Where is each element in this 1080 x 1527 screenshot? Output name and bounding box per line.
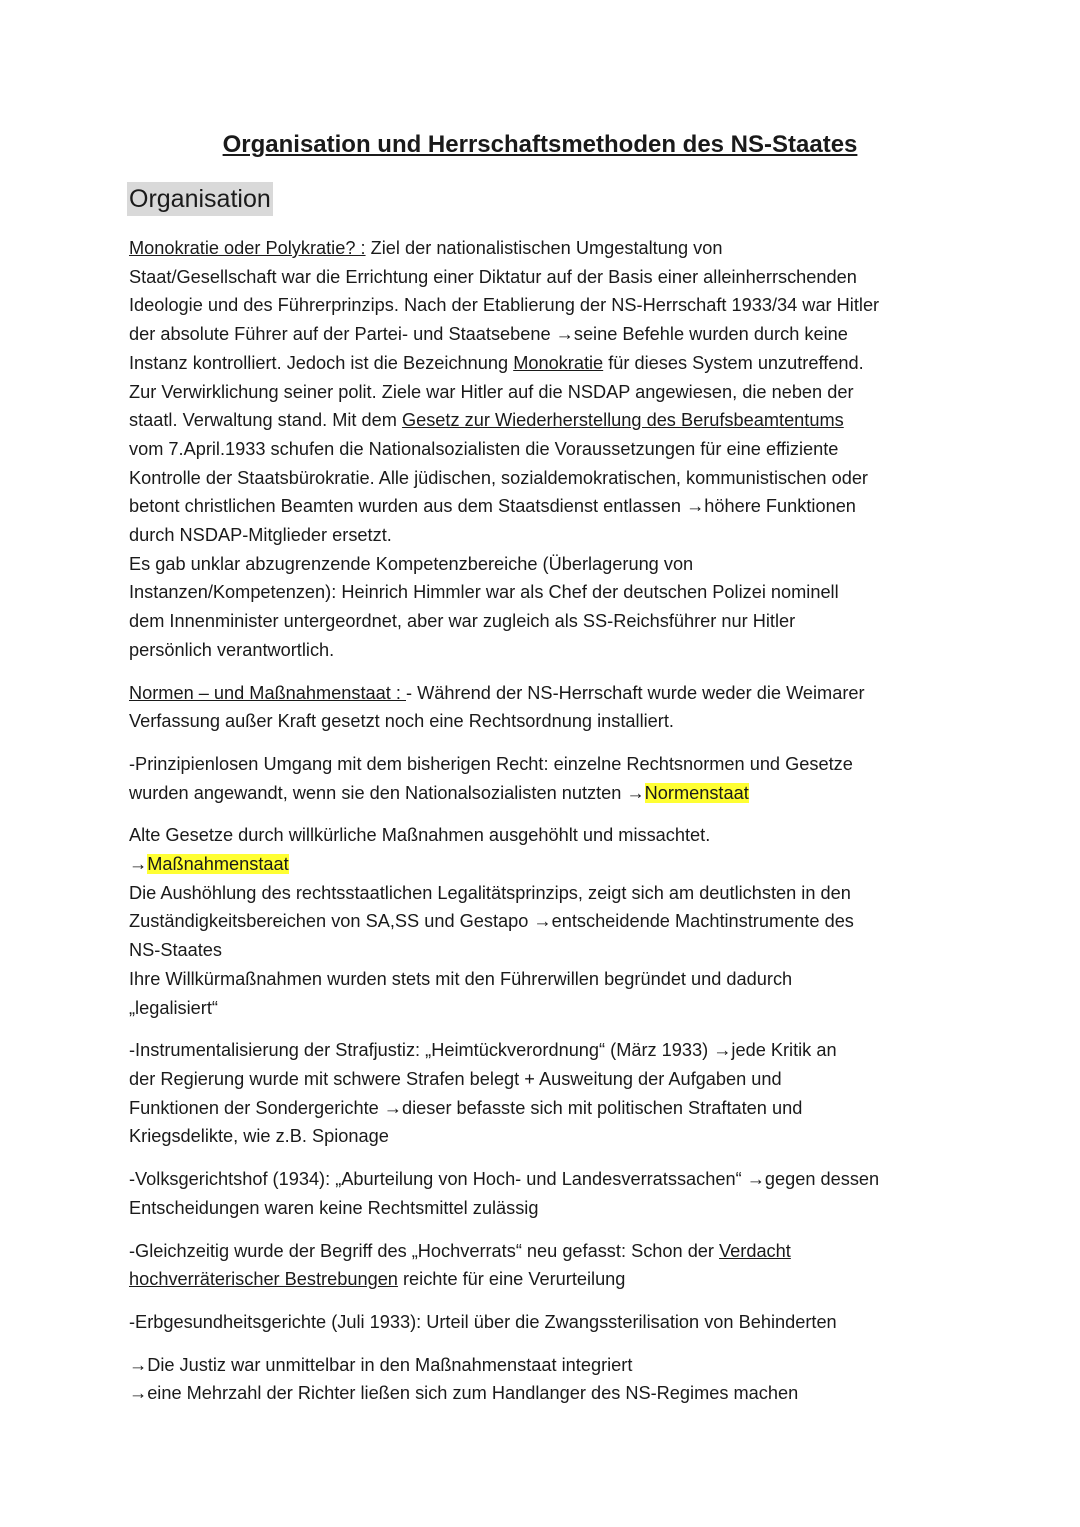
paragraph-normen-massnahmenstaat [129,679,959,736]
paragraph-justiz-fazit [129,1351,959,1408]
text-line [129,234,959,263]
paragraph-massnahmenstaat [129,821,959,1022]
text-span: staatl. Verwaltung stand. Mit dem [129,410,402,431]
term-monokratie: Monokratie [513,352,604,373]
text-line: -Volksgerichtshof (1934): „Aburteilung von Hoch- und Landesverratssachen“ →gegen dessen [129,1169,880,1190]
text-span: wurden angewandt, wenn sie den Nationalsozialisten nutzten → [129,782,645,803]
arrow-icon: → [129,854,148,875]
text-line [129,349,959,378]
text-line: Instanzen/Kompetenzen): Heinrich Himmler war als Chef der deutschen Polizei nominell [129,582,839,603]
text-span: reichte für eine Verurteilung [397,1269,626,1290]
text-line: →Die Justiz war unmittelbar in den Maßnahmenstaat integriert [129,1354,633,1375]
term-verdacht: Verdacht [719,1240,791,1261]
highlight-massnahmenstaat: Maßnahmenstaat [147,854,289,875]
text-line: Ideologie und des Führerprinzips. Nach der Etablierung der NS-Herrschaft 1933/34 war Hitler [129,295,880,316]
term-normen-massnahmenstaat: Normen – und Maßnahmenstaat : [129,682,406,703]
paragraph-strafjustiz [129,1036,959,1151]
text-line: -Erbgesundheitsgerichte (Juli 1933): Urteil über die Zwangssterilisation von Behinderten [129,1311,837,1332]
paragraph-erbgesundheitsgerichte [129,1308,959,1337]
text-line: durch NSDAP-Mitglieder ersetzt. [129,525,392,546]
text-line: der absolute Führer auf der Partei- und Staatsebene →seine Befehle wurden durch keine [129,324,848,345]
highlight-normenstaat: Normenstaat [644,782,749,803]
text-span: -Gleichzeitig wurde der Begriff des „Hochverrats“ neu gefasst: Schon der [129,1240,720,1261]
text-span: für dieses System unzutreffend. [603,352,864,373]
term-berufsbeamtentum-gesetz: Gesetz zur Wiederherstellung des Berufsbeamtentums [401,410,844,431]
text-line: Es gab unklar abzugrenzende Kompetenzbereiche (Überlagerung von [129,553,694,574]
section-heading-organisation: Organisation [127,182,273,216]
text-line [129,679,959,708]
text-line: Alte Gesetze durch willkürliche Maßnahmen ausgehöhlt und missachtet. [129,825,711,846]
text-line: der Regierung wurde mit schwere Strafen belegt + Ausweitung der Aufgaben und [129,1068,782,1089]
text-line: betont christlichen Beamten wurden aus dem Staatsdienst entlassen →höhere Funktionen [129,496,856,517]
text-line [129,1265,959,1294]
text-line: Kriegsdelikte, wie z.B. Spionage [129,1126,389,1147]
text-line: Staat/Gesellschaft war die Errichtung einer Diktatur auf der Basis einer alleinherrschenden [129,266,857,287]
text-line: Verfassung außer Kraft gesetzt noch eine Rechtsordnung installiert. [129,711,674,732]
text-line: Funktionen der Sondergerichte →dieser befasste sich mit politischen Straftaten und [129,1097,803,1118]
text-span: Ziel der nationalistischen Umgestaltung von [365,238,723,258]
text-line: Entscheidungen waren keine Rechtsmittel zulässig [129,1197,539,1218]
text-line: dem Innenminister untergeordnet, aber war zugleich als SS-Reichsführer nur Hitler [129,611,796,632]
text-line: Zur Verwirklichung seiner polit. Ziele war Hitler auf die NSDAP angewiesen, die neben der [129,381,854,402]
text-line: „legalisiert“ [129,997,218,1018]
paragraph-hochverrat [129,1237,959,1294]
term-monokratie-polykratie: Monokratie oder Polykratie? : [129,238,366,258]
paragraph-monokratie [129,234,959,665]
text-span: Instanz kontrolliert. Jedoch ist die Bezeichnung [129,352,514,373]
text-line [129,850,959,879]
text-line: persönlich verantwortlich. [129,639,335,660]
text-line: Zuständigkeitsbereichen von SA,SS und Gestapo →entscheidende Machtinstrumente des [129,911,854,932]
text-line: NS-Staates [129,940,222,961]
text-line: -Prinzipienlosen Umgang mit dem bisherigen Recht: einzelne Rechtsnormen und Gesetze [129,753,853,774]
text-line [129,779,959,808]
text-line [129,406,959,435]
paragraph-volksgerichtshof [129,1165,959,1222]
text-line [129,1237,959,1266]
text-line: Ihre Willkürmaßnahmen wurden stets mit den Führerwillen begründet und dadurch [129,968,793,989]
text-line: Kontrolle der Staatsbürokratie. Alle jüdischen, sozialdemokratischen, kommunistischen oder [129,467,868,488]
text-line: Die Aushöhlung des rechtsstaatlichen Legalitätsprinzips, zeigt sich am deutlichsten in den [129,882,851,903]
document-title: Organisation und Herrschaftsmethoden des NS-Staates [222,131,858,158]
document-body [129,234,959,1422]
text-line: -Instrumentalisierung der Strafjustiz: „Heimtückverordnung“ (März 1933) →jede Kritik an [129,1040,837,1061]
text-line: →eine Mehrzahl der Richter ließen sich zum Handlanger des NS-Regimes machen [129,1383,799,1404]
text-line: vom 7.April.1933 schufen die Nationalsozialisten die Voraussetzungen für eine effiziente [129,438,839,459]
paragraph-normenstaat [129,750,959,807]
term-hochverraeterische-bestrebungen: hochverräterischer Bestrebungen [129,1269,398,1290]
text-span: - Während der NS-Herrschaft wurde weder die Weimarer [406,682,865,703]
